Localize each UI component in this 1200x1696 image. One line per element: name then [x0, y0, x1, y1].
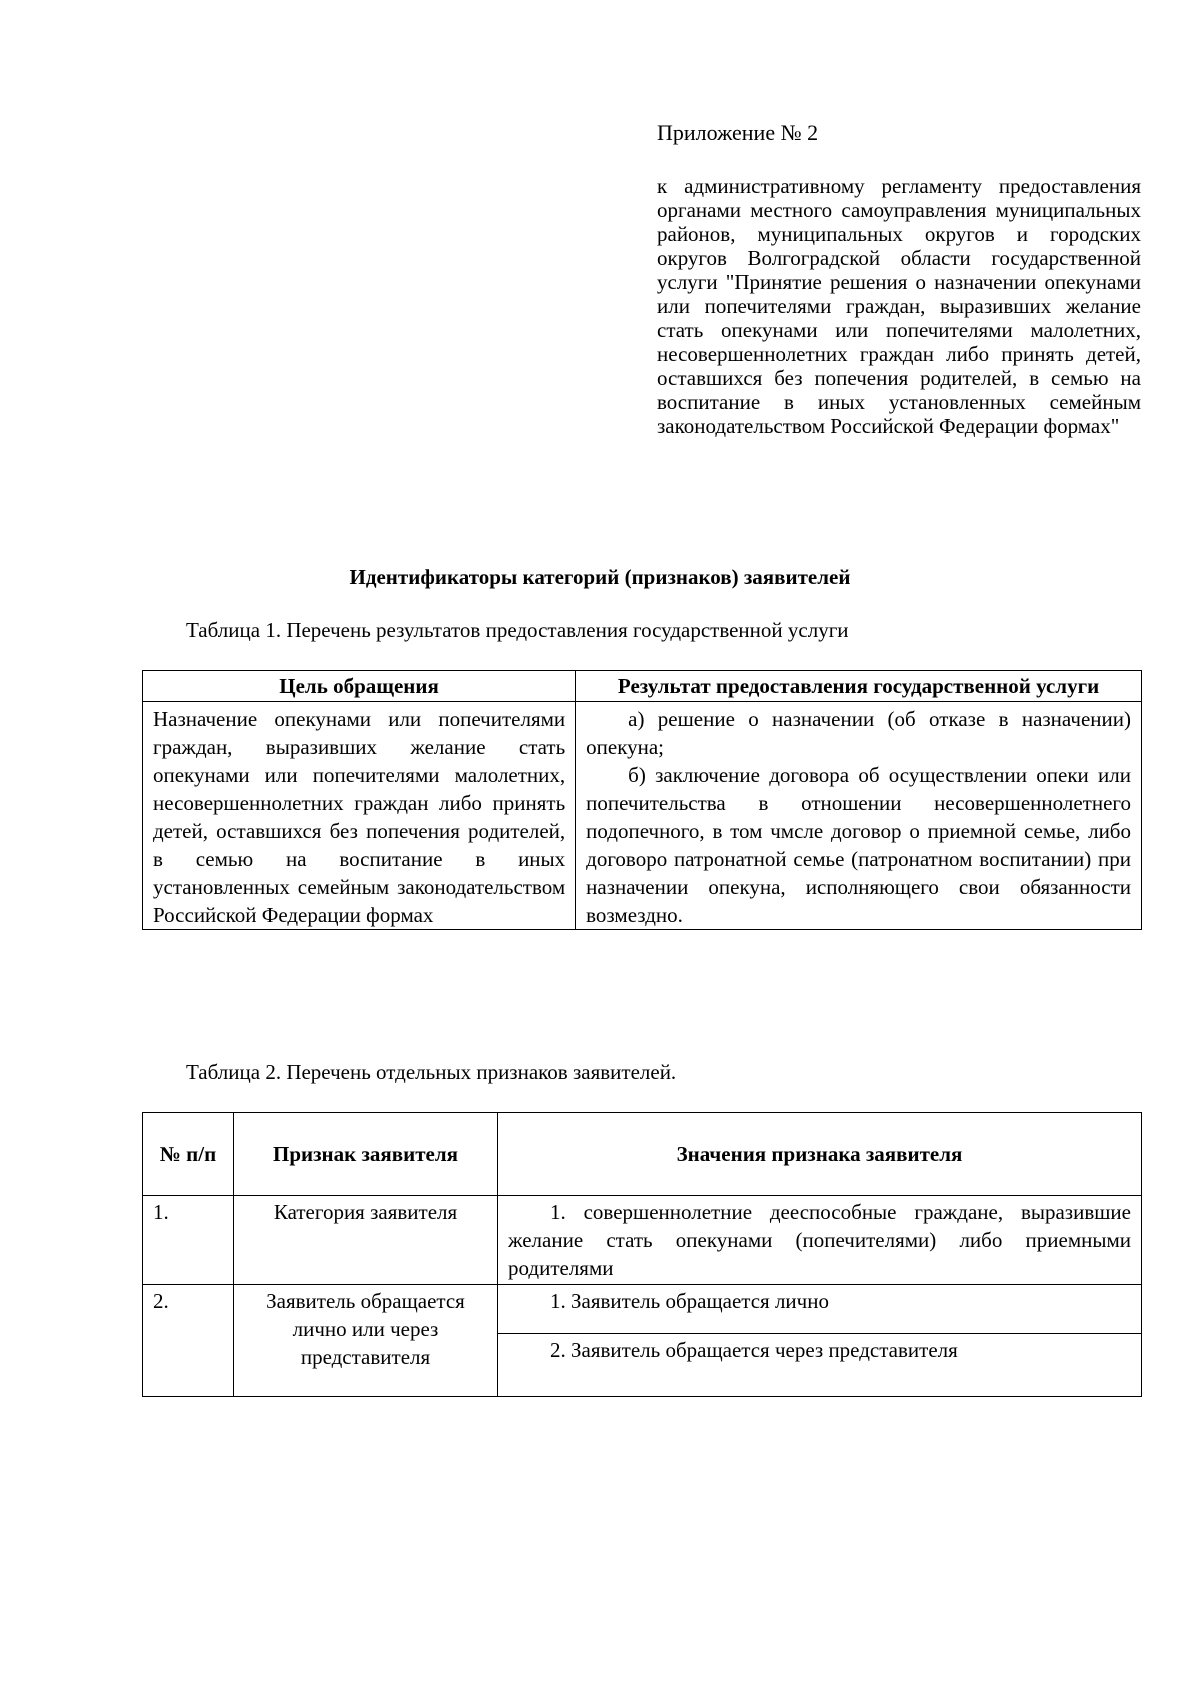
value-text: 1. Заявитель обращается лично	[550, 1289, 829, 1313]
results-table	[142, 670, 1142, 930]
result-item-b: б) заключение договора об осуществлении опеки или попечительства в отношении несовершеннолетнего подопечного, в том чмсле договор о приемной семье, либо договоро патронатной семье (патронатном воспитании) при назначении опекуна, исполняющего свои обязанности возмездно.	[586, 763, 1131, 927]
section-heading: Идентификаторы категорий (признаков) заявителей	[349, 565, 851, 589]
table2-caption: Таблица 2. Перечень отдельных признаков заявителей.	[186, 1060, 677, 1084]
attribute-cell: Категория заявителя	[234, 1196, 498, 1285]
table1-caption: Таблица 1. Перечень результатов предоставления государственной услуги	[186, 618, 849, 642]
table-header-row	[143, 671, 1142, 702]
appendix-title: Приложение № 2	[657, 120, 819, 145]
value-cell	[498, 1196, 1142, 1285]
table-row	[143, 1285, 1142, 1334]
result-cell	[576, 702, 1142, 930]
column-header-result: Результат предоставления государственной услуги	[576, 671, 1142, 702]
appendix-text: к административному регламенту предоставления органами местного самоуправления муниципальных районов, муниципальных округов и городских округов Волгоградской области государственной услуги "Принятие решения о назначении опекунами или попечителями граждан, выразивших желание стать опекунами или попечителями малолетних, несовершеннолетних граждан либо принять детей, оставшихся без попечения родителей, в семью на воспитание в иных установленных семейным законодательством Российской Федерации формах"	[657, 174, 1141, 438]
table-row	[143, 702, 1142, 930]
table-header-row	[143, 1113, 1142, 1196]
row-number: 2.	[143, 1285, 234, 1397]
column-header-number: № п/п	[143, 1113, 234, 1196]
attributes-table	[142, 1112, 1142, 1397]
value-cell	[498, 1334, 1142, 1397]
value-text: 1. совершеннолетние дееспособные граждане, выразившие желание стать опекунами (попечителями) либо приемными родителями	[508, 1200, 1131, 1280]
result-item-a: а) решение о назначении (об отказе в назначении) опекуна;	[586, 707, 1131, 759]
column-header-attribute: Признак заявителя	[234, 1113, 498, 1196]
attribute-cell: Заявитель обращается лично или через представителя	[234, 1285, 498, 1397]
column-header-purpose: Цель обращения	[143, 671, 576, 702]
value-cell	[498, 1285, 1142, 1334]
table-row	[143, 1196, 1142, 1285]
purpose-cell: Назначение опекунами или попечителями граждан, выразивших желание стать опекунами или попечителями малолетних, несовершеннолетних граждан либо принять детей, оставшихся без попечения родителей, в семью на воспитание в иных установленных семейным законодательством Российской Федерации формах	[143, 702, 576, 930]
row-number: 1.	[143, 1196, 234, 1285]
value-text: 2. Заявитель обращается через представителя	[550, 1338, 958, 1362]
column-header-values: Значения признака заявителя	[498, 1113, 1142, 1196]
